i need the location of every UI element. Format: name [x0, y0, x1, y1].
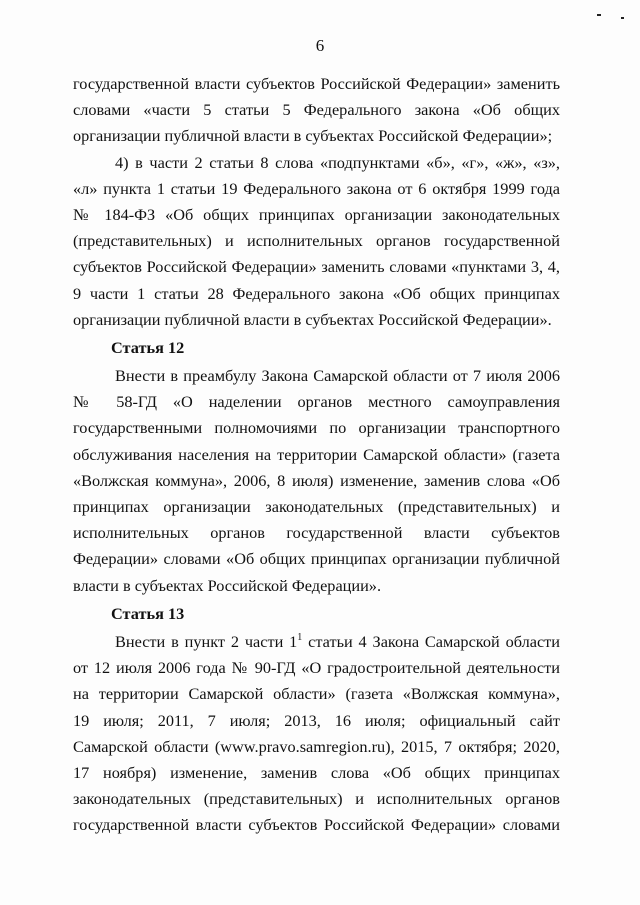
text-line: 17 ноября) изменение, заменив слова «Об общих принципах — [73, 762, 560, 782]
scan-mark — [597, 14, 601, 16]
page-number: 6 — [315, 36, 325, 55]
text-line: Федерации» словами «Об общих принципах организации публичной — [73, 549, 560, 569]
text-line: «л» пункта 1 статьи 19 Федерального закона от 6 октября 1999 года — [73, 178, 560, 198]
text-line — [73, 629, 560, 655]
text-line: государственной власти субъектов Российской Федерации» заменить — [73, 74, 560, 93]
text-line: организации публичной власти в субъектах Российской Федерации»; — [73, 126, 553, 146]
text-line: принципах организации законодательных (представительных) и — [73, 497, 560, 516]
text-line: Внести в преамбулу Закона Самарской области от 7 июля 2006 — [115, 366, 560, 386]
text-line: законодательных (представительных) и исполнительных органов — [73, 789, 560, 809]
text-line: обслуживания населения на территории Самарской области» (газета — [73, 444, 560, 464]
text-line: организации публичной власти в субъектах Российской Федерации». — [73, 309, 552, 329]
text-line: государственными полномочиями по организации транспортного — [73, 418, 560, 438]
text-line: (представительных) и исполнительных органов государственной — [73, 231, 560, 251]
article-13-heading: Статья 13 — [111, 603, 185, 623]
text-line: 9 части 1 статьи 28 Федерального закона «Об общих принципах — [73, 283, 560, 303]
text-line: власти в субъектах Российской Федерации». — [73, 575, 382, 595]
text-line: от 12 июля 2006 года № 90-ГД «О градостроительной деятельности — [73, 658, 560, 678]
text-line: 4) в части 2 статьи 8 слова «подпунктами «б», «г», «ж», «з», — [115, 152, 560, 172]
document-body — [73, 71, 560, 838]
text-line: субъектов Российской Федерации» заменить словами «пунктами 3, 4, — [73, 257, 560, 277]
text-line: № 184-ФЗ «Об общих принципах организации законодательных — [73, 204, 560, 224]
article-12-heading: Статья 12 — [111, 337, 185, 357]
text-line: исполнительных органов государственной власти субъектов — [73, 523, 560, 543]
text-line: 19 июля; 2011, 7 июля; 2013, 16 июля; официальный сайт — [73, 710, 560, 730]
text-line: государственной власти субъектов Российской Федерации» словами — [73, 815, 560, 835]
text-fragment: статьи 4 Закона Самарской области — [302, 631, 560, 651]
scan-mark — [621, 17, 624, 19]
text-line: № 58-ГД «О наделении органов местного самоуправления — [73, 392, 560, 412]
text-line: Самарской области (www.pravo.samregion.ru), 2015, 7 октября; 2020, — [73, 736, 560, 756]
text-fragment: Внести в пункт 2 части 1 — [115, 631, 298, 651]
text-line: словами «части 5 статьи 5 Федерального закона «Об общих — [73, 100, 560, 120]
text-line: «Волжская коммуна», 2006, 8 июля) изменение, заменив слова «Об — [73, 470, 560, 490]
superscript: 1 — [297, 631, 303, 643]
text-line: на территории Самарской области» (газета «Волжская коммуна», — [73, 684, 560, 704]
